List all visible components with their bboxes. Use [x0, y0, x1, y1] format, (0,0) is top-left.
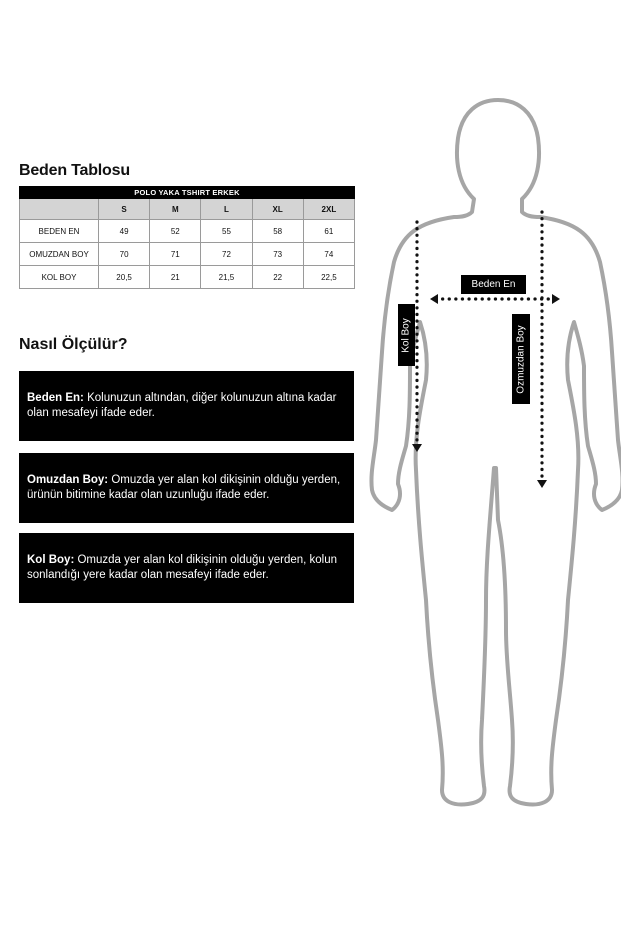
arrow-down-icon	[412, 444, 422, 452]
info-term: Beden En:	[27, 392, 84, 404]
size-header: XL	[252, 199, 303, 220]
table-cell: 74	[303, 243, 354, 266]
length-label	[512, 314, 530, 404]
sleeve-label-text: Kol Boy	[401, 317, 412, 353]
info-term: Kol Boy:	[27, 554, 75, 566]
size-header: S	[99, 199, 150, 220]
row-label: KOL BOY	[20, 266, 99, 289]
info-description: Kolunuzun altından, diğer kolunuzun altına kadar olan mesafeyi ifade eder.	[27, 392, 337, 419]
table-cell: 21,5	[201, 266, 252, 289]
table-cell: 55	[201, 220, 252, 243]
size-header: L	[201, 199, 252, 220]
table-cell: 49	[99, 220, 150, 243]
table-cell: 21	[150, 266, 201, 289]
howto-title: Nasıl Ölçülür?	[19, 336, 128, 353]
row-label: BEDEN EN	[20, 220, 99, 243]
info-description: Omuzda yer alan kol dikişinin olduğu yerden, ürünün bitimine kadar olan uzunluğu ifade eder.	[27, 474, 341, 501]
table-cell: 20,5	[99, 266, 150, 289]
table-cell: 73	[252, 243, 303, 266]
table-cell: 61	[303, 220, 354, 243]
head-outline	[371, 100, 621, 804]
table-cell: 71	[150, 243, 201, 266]
size-table-title: Beden Tablosu	[19, 162, 130, 179]
table-cell: 22	[252, 266, 303, 289]
table-cell: 52	[150, 220, 201, 243]
sleeve-label	[398, 304, 415, 366]
table-caption: POLO YAKA TSHIRT ERKEK	[20, 187, 355, 199]
table-cell: 58	[252, 220, 303, 243]
info-term: Omuzdan Boy:	[27, 474, 109, 486]
arrow-right-icon	[552, 294, 560, 304]
arrow-left-icon	[430, 294, 438, 304]
table-cell: 72	[201, 243, 252, 266]
info-description: Omuzda yer alan kol dikişinin olduğu yerden, kolun sonlandığı yere kadar olan mesafeyi ifade eder.	[27, 554, 338, 581]
size-header: M	[150, 199, 201, 220]
chest-label: Beden En	[461, 275, 526, 294]
size-header: 2XL	[303, 199, 354, 220]
row-label: OMUZDAN BOY	[20, 243, 99, 266]
arrow-down-icon	[537, 480, 547, 488]
table-cell: 70	[99, 243, 150, 266]
length-label-text: Ozmuzdan Boy	[515, 324, 527, 394]
table-cell: 22,5	[303, 266, 354, 289]
